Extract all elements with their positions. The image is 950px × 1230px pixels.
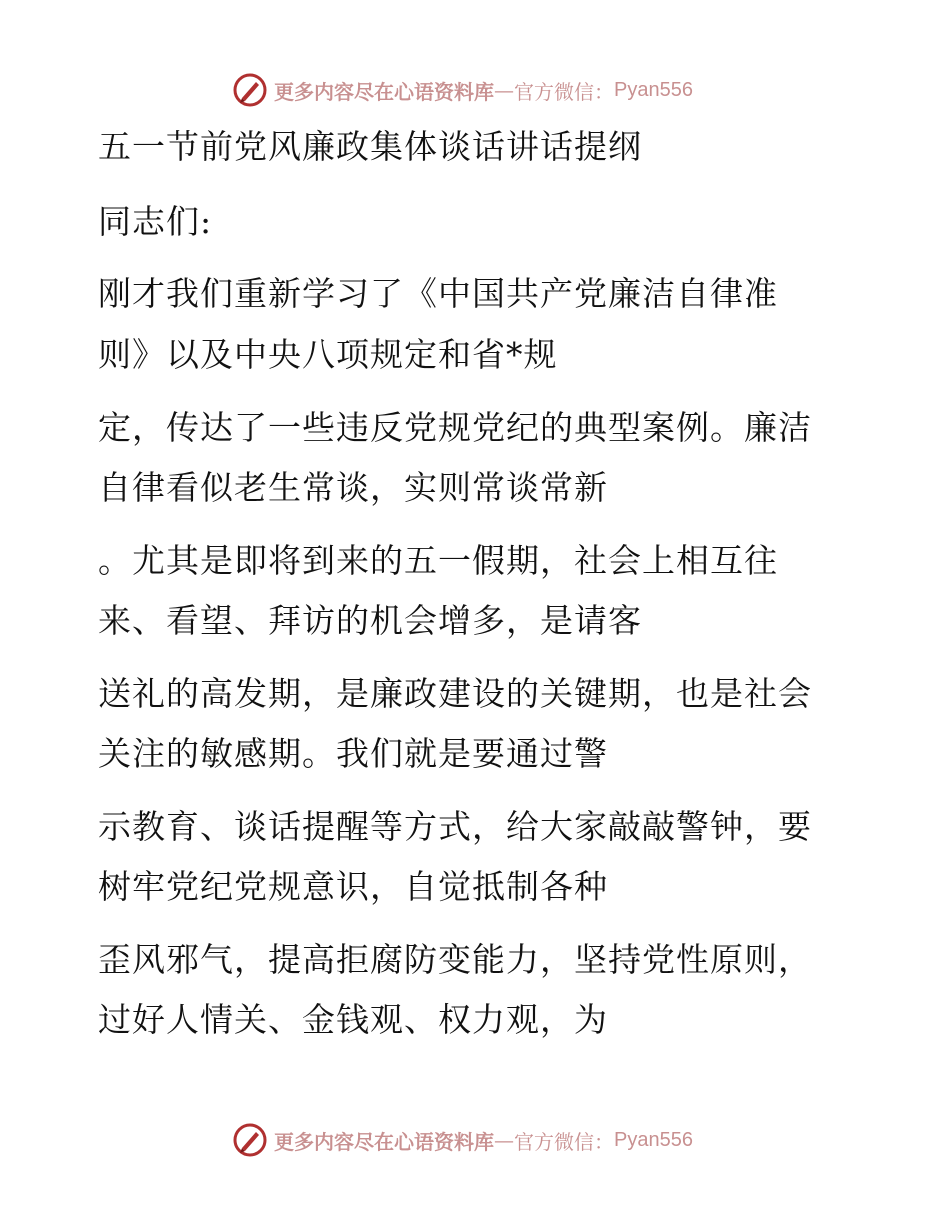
document-line: 定，传达了一些违反党规党纪的典型案例。廉洁 bbox=[98, 408, 812, 447]
document-title: 五一节前党风廉政集体谈话讲话提纲 bbox=[98, 127, 642, 166]
document-line: 则》以及中央八项规定和省*规 bbox=[98, 335, 558, 374]
watermark-banner-top bbox=[232, 70, 693, 110]
banner-wechat-id: Pyan556 bbox=[614, 78, 693, 101]
document-line: 同志们: bbox=[98, 202, 213, 241]
banner-wechat-label: 官方微信： bbox=[514, 1129, 614, 1154]
document-line: 自律看似老生常谈，实则常谈常新 bbox=[98, 468, 608, 507]
document-line: 示教育、谈话提醒等方式，给大家敲敲警钟，要 bbox=[98, 807, 812, 846]
banner-wechat-id: Pyan556 bbox=[614, 1128, 693, 1151]
document-line: 树牢党纪党规意识，自觉抵制各种 bbox=[98, 867, 608, 906]
document-line: 关注的敏感期。我们就是要通过警 bbox=[98, 734, 608, 773]
banner-dash: — bbox=[494, 1128, 514, 1152]
document-line: 送礼的高发期，是廉政建设的关键期，也是社会 bbox=[98, 674, 812, 713]
document-line: 来、看望、拜访的机会增多，是请客 bbox=[98, 601, 642, 640]
watermark-banner-bottom bbox=[232, 1120, 693, 1160]
banner-site-text: 更多内容尽在心语资料库 bbox=[274, 79, 494, 104]
pen-logo-icon bbox=[232, 72, 268, 108]
document-line: 过好人情关、金钱观、权力观，为 bbox=[98, 1000, 608, 1039]
pen-logo-icon bbox=[232, 1122, 268, 1158]
document-line: 。尤其是即将到来的五一假期，社会上相互往 bbox=[98, 541, 778, 580]
document-line: 歪风邪气，提高拒腐防变能力，坚持党性原则， bbox=[98, 940, 812, 979]
banner-dash: — bbox=[494, 78, 514, 102]
document-line: 刚才我们重新学习了《中国共产党廉洁自律准 bbox=[98, 274, 778, 313]
banner-site-text: 更多内容尽在心语资料库 bbox=[274, 1129, 494, 1154]
banner-wechat-label: 官方微信： bbox=[514, 79, 614, 104]
